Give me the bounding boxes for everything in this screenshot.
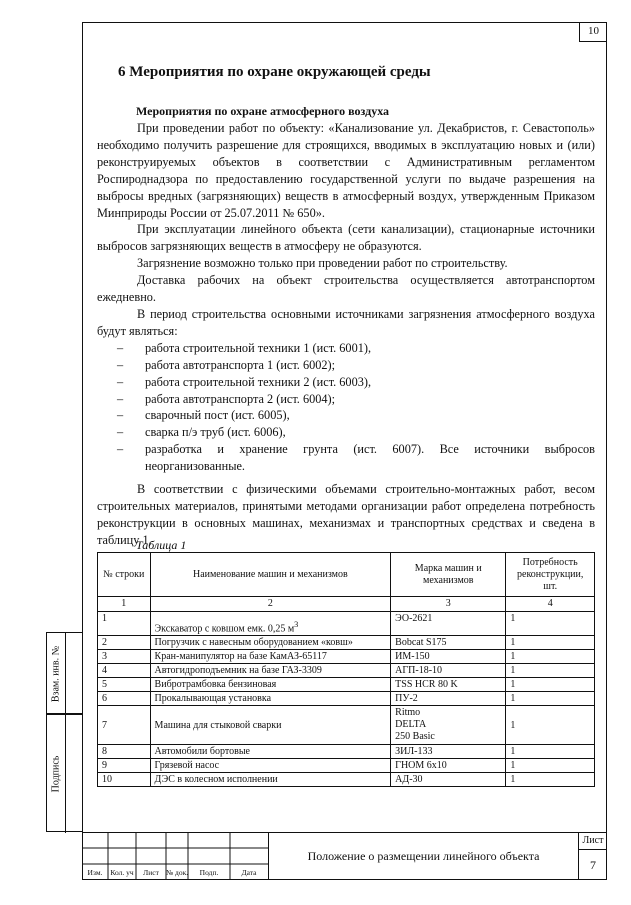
list-item: – сварка п/э труб (ист. 6006),: [97, 424, 595, 441]
machine-brand: Bobcat S175: [391, 636, 506, 650]
stamp-col-list: Лист: [143, 868, 159, 877]
row-number: 5: [98, 678, 151, 692]
paragraph: Доставка рабочих на объект строительства осуществляется автотранспортом ежедневно.: [97, 273, 595, 305]
machine-brand: АД-30: [391, 773, 506, 787]
machine-brand: TSS HCR 80 K: [391, 678, 506, 692]
machine-name: Кран-манипулятор на базе КамАЗ-65117: [150, 650, 391, 664]
brand-line: 250 Basic: [395, 731, 435, 742]
machine-name-text: Экскаватор с ковшом емк. 0,25 м: [154, 623, 295, 634]
brand-line: DELTA: [395, 719, 427, 730]
machine-name: ДЭС в колесном исполнении: [150, 773, 391, 787]
paragraph: В соответствии с физическими объемами строительно-монтажных работ, весом строительных материалов, принятыми методами организации работ определена потребность реконструкции в основных машинах, механизмах и транспортных средствах и сведена в таблицу 1.: [97, 482, 595, 547]
row-number: 7: [98, 706, 151, 745]
table-row: [98, 692, 595, 706]
list-item: – работа строительной техники 1 (ист. 6001),: [97, 340, 595, 357]
machine-name: Прокалывающая установка: [150, 692, 391, 706]
document-title: [268, 832, 578, 880]
sheet-number: 7: [590, 858, 596, 872]
row-number: 10: [98, 773, 151, 787]
table-row: [98, 636, 595, 650]
paragraph: При проведении работ по объекту: «Канализование ул. Декабристов, г. Севастополь» необходимо получить разрешение для строящихся, вводимых в эксплуатацию новых и (или) реконструируемых объектов в соответствии с Административным регламентом Роспироднадзора по предоставлению государственной услуги по выдаче разрешения на выбросы вредных (загрязняющих) веществ в атмосферный воздух, утвержденным Приказом Минприроды России от 25.07.2011 № 650».: [97, 121, 595, 220]
paragraph: Загрязнение возможно только при проведении работ по строительству.: [137, 256, 508, 271]
row-number: 9: [98, 759, 151, 773]
subsection-heading: Мероприятия по охране атмосферного воздуха: [136, 104, 390, 118]
index-cell: 3: [391, 597, 506, 612]
machine-brand: ИМ-150: [391, 650, 506, 664]
side-stamp-sign: [46, 714, 82, 832]
stamp-col-kol: Кол. уч: [110, 868, 134, 877]
row-number: 8: [98, 745, 151, 759]
brand-line: Ritmo: [395, 707, 421, 718]
list-item: – работа автотранспорта 2 (ист. 6004);: [97, 391, 595, 408]
machine-need: 1: [506, 745, 595, 759]
index-cell: 1: [98, 597, 151, 612]
body-text: [97, 120, 595, 549]
list-item: – разработка и хранение грунта (ист. 6007). Все источники выбросов неорганизованные.: [97, 441, 595, 475]
machine-need: 1: [506, 664, 595, 678]
row-number: 6: [98, 692, 151, 706]
machine-need: 1: [506, 612, 595, 636]
header-machine-name: Наименование машин и механизмов: [150, 553, 391, 597]
machine-brand: АГП-18-10: [391, 664, 506, 678]
unit-superscript: 3: [294, 619, 299, 629]
header-row-number: № строки: [98, 553, 151, 597]
table-row: [98, 678, 595, 692]
machine-name: Автомобили бортовые: [150, 745, 391, 759]
machine-brand: ЗИЛ-133: [391, 745, 506, 759]
machine-brand: ЭО-2621: [391, 612, 506, 636]
machine-name: [150, 612, 391, 636]
row-number: 1: [98, 612, 151, 636]
table-row: [98, 612, 595, 636]
header-machine-brand: Марка машин и механизмов: [391, 553, 506, 597]
machine-need: 1: [506, 650, 595, 664]
table-row: [98, 773, 595, 787]
table-row: [98, 706, 595, 745]
row-number: 2: [98, 636, 151, 650]
machine-brand: [391, 706, 506, 745]
machine-name: Погрузчик с навесным оборудованием «ковш»: [150, 636, 391, 650]
index-cell: 4: [506, 597, 595, 612]
index-cell: 2: [150, 597, 391, 612]
stamp-col-sign: Подп.: [199, 868, 219, 877]
paragraph: В период строительства основными источниками загрязнения атмосферного воздуха будут являться:: [97, 306, 595, 338]
machinery-table: [97, 552, 595, 787]
machine-need: 1: [506, 636, 595, 650]
sign-label: Подпись: [50, 755, 62, 793]
machine-brand: ГНОМ 6х10: [391, 759, 506, 773]
list-item: – работа строительной техники 2 (ист. 6003),: [97, 374, 595, 391]
table-row: [98, 745, 595, 759]
machine-need: 1: [506, 773, 595, 787]
document-title-text: Положение о размещении линейного объекта: [307, 849, 540, 863]
machine-name: Автогидроподъемник на базе ГАЗ-3309: [150, 664, 391, 678]
paragraph: При эксплуатации линейного объекта (сети канализации), стационарные источники выбросов загрязняющих веществ в атмосферу не образуются.: [97, 222, 595, 254]
table-caption: Таблица 1: [136, 538, 187, 552]
inv-label: Взам. инв. №: [50, 645, 62, 703]
header-need: Потребность реконструкции, шт.: [506, 553, 595, 597]
list-item: – работа автотранспорта 1 (ист. 6002);: [97, 357, 595, 374]
emission-sources-list: [97, 340, 595, 475]
machine-name: Грязевой насос: [150, 759, 391, 773]
sheet-label: Лист: [579, 833, 607, 850]
stamp-col-date: Дата: [241, 868, 257, 877]
row-number: 3: [98, 650, 151, 664]
stamp-col-doc: № док.: [166, 868, 189, 877]
table-row: [98, 664, 595, 678]
sheet-box: [578, 832, 607, 880]
section-heading: 6 Мероприятия по охране окружающей среды: [118, 64, 431, 80]
page-number-top: 10: [579, 22, 607, 42]
machine-name: Машина для стыковой сварки: [150, 706, 391, 745]
machine-brand: ПУ-2: [391, 692, 506, 706]
row-number: 4: [98, 664, 151, 678]
machine-need: 1: [506, 678, 595, 692]
machine-need: 1: [506, 692, 595, 706]
table-row: [98, 650, 595, 664]
list-item: – сварочный пост (ист. 6005),: [97, 407, 595, 424]
machine-need: 1: [506, 759, 595, 773]
side-stamp-inv: [46, 632, 82, 714]
machine-need: 1: [506, 706, 595, 745]
table-row: [98, 759, 595, 773]
stamp-col-izm: Изм.: [87, 868, 103, 877]
machine-name: Вибротрамбовка бензиновая: [150, 678, 391, 692]
